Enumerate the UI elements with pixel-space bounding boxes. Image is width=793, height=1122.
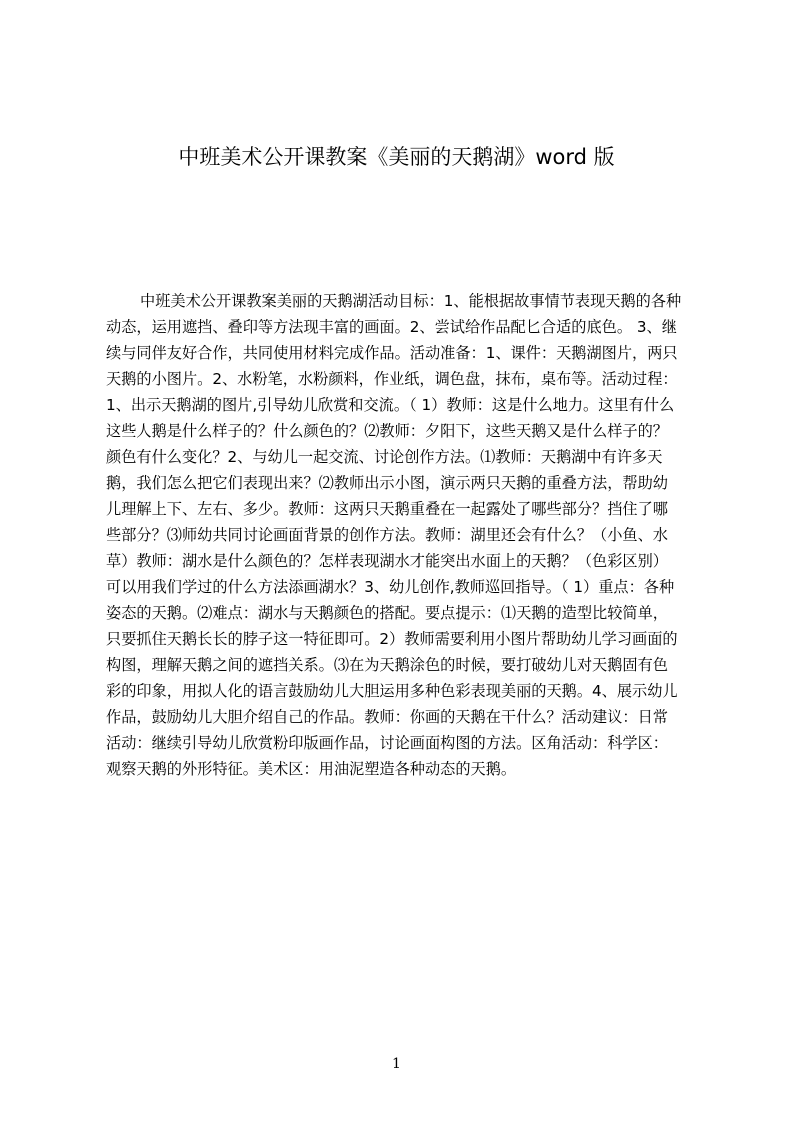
body-line: 儿理解上下、左右、多少。教师：这两只天鹅重叠在一起露处了哪些部分？挡住了哪	[106, 500, 668, 518]
body-line: 观察天鹅的外形特征。美术区：用油泥塑造各种动态的天鹅。	[106, 760, 517, 778]
body-line: 中班美术公开课教案美丽的天鹅湖活动目标：1、能根据故事情节表现天鹅的各种	[140, 292, 682, 310]
body-line: 只要抓住天鹅长长的脖子这一特征即可。2）教师需要利用小图片帮助幼儿学习画面的	[106, 630, 678, 648]
body-line: 动态，运用遮挡、叠印等方法现丰富的画面。2、尝试给作品配匕合适的底色。 3、继	[106, 318, 677, 336]
body-line: 1、出示天鹅湖的图片,引导幼儿欣赏和交流。（ 1）教师：这是什么地力。这里有什么	[106, 396, 675, 414]
document-body	[106, 288, 710, 782]
body-line: 可以用我们学过的什么方法添画湖水？3、幼儿创作,教师巡回指导。（ 1）重点：各种	[106, 578, 675, 596]
body-line: 彩的印象，用拟人化的语言鼓励幼儿大胆运用多种色彩表现美丽的天鹅。4、展示幼儿	[106, 682, 678, 700]
body-line: 作品，鼓励幼儿大胆介绍自己的作品。教师：你画的天鹅在干什么？活动建议：日常	[106, 708, 668, 726]
page-number: 1	[392, 1056, 401, 1072]
body-line: 活动：继续引导幼儿欣赏粉印版画作品，讨论画面构图的方法。区角活动：科学区：	[106, 734, 668, 752]
body-line: 颜色有什么变化？2、与幼儿一起交流、讨论创作方法。⑴教师：天鹅湖中有许多天	[106, 448, 663, 466]
body-line: 些部分？⑶师幼共同讨论画面背景的创作方法。教师：湖里还会有什么？（小鱼、水	[106, 526, 668, 544]
document-title: 中班美术公开课教案《美丽的天鹅湖》word 版	[178, 145, 615, 169]
body-line: 续与同伴友好合作，共同使用材料完成作品。活动准备：1、课件：天鹅湖图片，两只	[106, 344, 678, 362]
body-line: 草）教师：湖水是什么颜色的？怎样表现湖水才能突出水面上的天鹅？（色彩区别）	[106, 552, 668, 570]
body-line: 天鹅的小图片。2、水粉笔，水粉颜料，作业纸，调色盘，抹布，桌布等。活动过程：	[106, 370, 678, 388]
body-line: 姿态的天鹅。⑵难点：湖水与天鹅颜色的搭配。要点提示：⑴天鹅的造型比较简单，	[106, 604, 668, 622]
body-line: 这些人鹅是什么样子的？什么颜色的？⑵教师：夕阳下，这些天鹅又是什么样子的？	[106, 422, 668, 440]
body-line: 构图，理解天鹅之间的遮挡关系。⑶在为天鹅涂色的时候，要打破幼儿对天鹅固有色	[106, 656, 668, 674]
body-line: 鹅，我们怎么把它们表现出来？⑵教师出示小图，演示两只天鹅的重叠方法，帮助幼	[106, 474, 668, 492]
